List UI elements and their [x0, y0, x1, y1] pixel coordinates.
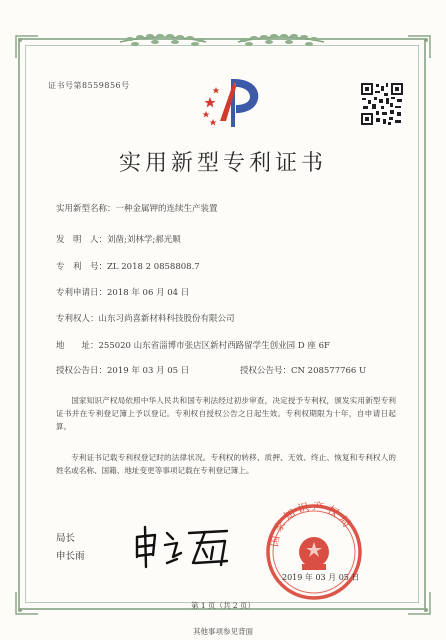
field-label: 授权公告日： [56, 366, 108, 376]
grant-number-field [240, 364, 366, 376]
page-indicator: 第 1 页（共 2 页） [190, 601, 256, 610]
patent-number-field [56, 260, 200, 272]
field-label: 实用新型名称： [56, 204, 116, 214]
field-label: 发 明 人： [56, 235, 108, 245]
field-value: 2019 年 03 月 05 日 [107, 366, 190, 376]
field-label: 专 利 号： [56, 262, 108, 272]
field-label: 授权公告号： [240, 366, 292, 376]
field-value: 一种金属钾的连续生产装置 [115, 204, 218, 214]
certificate-number: 证书号第8559856号 [48, 81, 130, 90]
field-value: 2018 年 06 月 04 日 [107, 288, 190, 298]
filing-date-field [56, 286, 189, 298]
cnipa-emblem-icon [200, 75, 266, 131]
corner-ornament-icon [406, 34, 432, 60]
inventor-field [56, 233, 181, 245]
field-label: 专利权人： [56, 314, 99, 324]
director-name: 申长雨 [56, 551, 85, 562]
left-laurel-ornament [118, 30, 208, 50]
seal-date: 2019 年 03 月 05 日 [282, 573, 360, 582]
qr-code-icon [360, 82, 404, 126]
corner-ornament-icon [14, 34, 40, 60]
field-label: 地 址： [56, 341, 99, 351]
official-seal-icon [262, 500, 366, 604]
field-value: 山东习尚喜新材料科技股份有限公司 [98, 314, 235, 324]
right-laurel-ornament [236, 30, 326, 50]
legal-status-paragraph: 专利证书记载专利权登记时的法律状况。专利权的转移、质押、无效、终止、恢复和专利权人的姓名或名称、国籍、地址变更等事项记载在专利登记簿上。 [56, 453, 396, 475]
handwritten-signature [133, 523, 233, 569]
seal-text: 国家知识产权局 [267, 500, 356, 548]
page-title: 实用新型专利证书 [118, 151, 327, 176]
director-title: 局长 [56, 533, 76, 544]
grant-statement-paragraph: 国家知识产权局依照中华人民共和国专利法经过初步审查，决定授予专利权，颁发实用新型专利证书并在专利登记簿上予以登记。专利权自授权公告之日起生效。专利权期限为十年，自申请日起算。 [56, 396, 396, 431]
address-field [56, 339, 330, 351]
patentee-field [56, 312, 235, 324]
field-value: CN 208577766 U [291, 366, 367, 376]
field-value: ZL 2018 2 0858808.7 [107, 262, 200, 272]
grant-date-field [56, 364, 189, 376]
field-value: 刘凿;刘林学;郝光顺 [107, 235, 181, 245]
utility-model-name-field [56, 202, 218, 214]
field-label: 专利申请日： [56, 288, 108, 298]
field-value: 255020 山东省淄博市张店区新村西路留学生创业园 D 座 6F [98, 341, 330, 351]
footer-note: 其他事项参见背面 [193, 627, 253, 636]
